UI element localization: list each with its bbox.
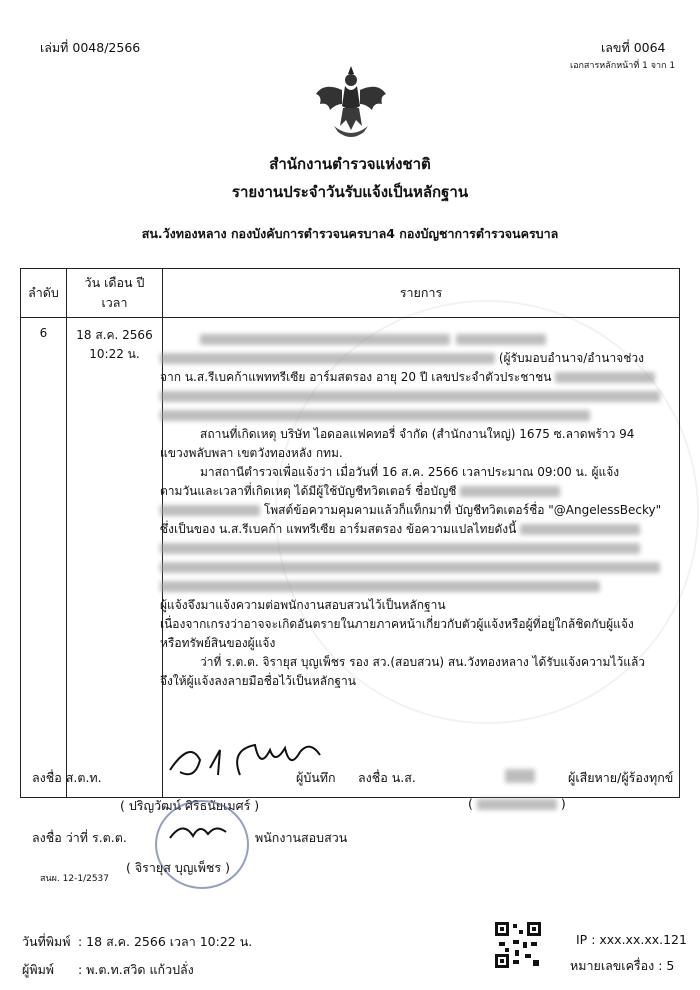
body-line-13: [160, 558, 675, 577]
victim-label: ผู้เสียหาย/ผู้ร้องทุกข์: [568, 770, 674, 785]
body-line-2: [160, 349, 675, 368]
body-line-4: [160, 387, 675, 406]
column-header-date: [67, 269, 163, 318]
redacted-text: [160, 505, 260, 516]
redacted-text: [160, 410, 590, 421]
qr-code: [495, 922, 541, 968]
book-number: เล่มที่ 0048/2566: [40, 40, 141, 55]
garuda-emblem: [310, 60, 392, 142]
body-line-1: [160, 330, 675, 349]
body-line-3-text: จาก น.ส.รีเบคก้าแพททรีเซีย อาร์มสตรอง อายุ 20 ปี เลขประจำตัวประชาชน: [160, 370, 552, 384]
recorder-label: ผู้บันทึก: [296, 770, 336, 785]
redacted-text: [160, 581, 600, 592]
redacted-text: [200, 334, 450, 345]
print-date-label: วันที่พิมพ์: [22, 934, 71, 949]
investigator-label: พนักงานสอบสวน: [255, 830, 348, 845]
body-line-14: [160, 577, 675, 596]
body-line-10-text: โพสต์ข้อความคุมคามแล้วก็แท็กมาที่ บัญชีทวิตเตอร์ชื่อ "@AngelessBecky": [263, 503, 662, 517]
entry-time: 10:22 น.: [89, 347, 140, 361]
duty-officer-name: ( ปริญวัฒน์ ศิริธนัยเมศร์ ): [120, 798, 260, 813]
machine-number: หมายเลขเครื่อง : 5: [570, 958, 675, 973]
signature-investigator: [168, 818, 228, 848]
column-header-items: รายการ: [163, 269, 680, 318]
form-code: สนผ. 12-1/2537: [40, 874, 110, 884]
redacted-text: [160, 562, 660, 573]
printer-label: ผู้พิมพ์: [22, 962, 55, 977]
report-title: รายงานประจำวันรับแจ้งเป็นหลักฐาน: [231, 183, 469, 201]
body-line-17: หรือทรัพย์สินของผู้แจ้ง: [160, 636, 276, 650]
col-date-line1: วัน เดือน ปี: [84, 275, 145, 290]
body-line-3: [160, 368, 675, 387]
body-line-12: [160, 539, 675, 558]
entry-number-cell: [21, 318, 67, 798]
body-line-8: มาสถานีตำรวจเพื่อแจ้งว่า เมื่อวันที่ 16 ส.ค. 2566 เวลาประมาณ 09:00 น. ผู้แจ้ง: [200, 465, 620, 479]
victim-signature: [505, 765, 535, 784]
body-line-11: [160, 520, 675, 539]
body-line-11-text: ซึ่งเป็นของ น.ส.รีเบคก้า แพทรีเซีย อาร์มสตรอง ข้อความแปลไทยดังนี้: [160, 522, 517, 536]
entry-date: 18 ส.ค. 2566: [76, 328, 153, 342]
sign-investigator-label: ลงชื่อ ว่าที่ ร.ต.ต.: [32, 830, 127, 845]
body-line-9: [160, 482, 675, 501]
body-line-16: เนื่องจากเกรงว่าอาจจะเกิดอันตรายในภายภาคหน้าเกี่ยวกับตัวผู้แจ้งหรือผู้ที่อยู่ใกล้ชิดกับผู้แจ้ง: [160, 617, 634, 631]
redacted-text: [520, 524, 640, 535]
body-line-19: จึงให้ผู้แจ้งลงลายมือชื่อไว้เป็นหลักฐาน: [160, 674, 356, 688]
body-line-2-text: (ผู้รับมอบอำนาจ/อำนาจช่วง: [498, 351, 644, 365]
entry-number: 6: [39, 326, 48, 340]
redacted-text: [555, 372, 655, 383]
print-date-value: : 18 ส.ค. 2566 เวลา 10:22 น.: [78, 934, 253, 949]
investigator-name: ( จิรายุส บุญเพ็ชร ): [126, 860, 230, 875]
ip-address: IP : xxx.xx.xx.121: [576, 932, 687, 947]
body-line-5: [160, 406, 675, 425]
sign-duty-label: ลงชื่อ ส.ต.ท.: [32, 770, 102, 785]
sign-ms-label: ลงชื่อ น.ส.: [358, 770, 416, 785]
body-line-9-text: ตามวันและเวลาที่เกิดเหตุ ได้มีผู้ใช้บัญชีทวิตเตอร์ ชื่อบัญชี: [160, 484, 457, 498]
redacted-text: [460, 486, 560, 497]
document-number: เลขที่ 0064: [601, 40, 666, 55]
agency-title: สำนักงานตำรวจแห่งชาติ: [269, 155, 431, 173]
redacted-text: [456, 334, 546, 345]
column-header-no: ลำดับ: [21, 269, 67, 318]
station-title: สน.วังทองหลาง กองบังคับการตำรวจนครบาล4 กองบัญชาการตำรวจนครบาล: [141, 226, 559, 241]
body-line-10: [160, 501, 675, 520]
body-line-18: ว่าที่ ร.ต.ต. จิรายุส บุญเพ็ชร รอง สว.(สอบสวน) สน.วังทองหลาง ได้รับแจ้งความไว้แล้ว: [200, 655, 646, 669]
col-date-line2: เวลา: [101, 295, 128, 310]
entry-body: [160, 330, 675, 691]
printer-value: : พ.ต.ท.สวิด แก้วปลั่ง: [78, 962, 194, 977]
redacted-text: [160, 543, 640, 554]
body-line-7: แขวงพลับพลา เขตวังทองหลัง กทม.: [160, 446, 343, 460]
redacted-text: [160, 353, 495, 364]
victim-name: ( ): [468, 796, 566, 811]
body-line-6: สถานที่เกิดเหตุ บริษัท ไอดอลแฟคทอรี่ จำกัด (สำนักงานใหญ่) 1675 ซ.ลาดพร้าว 94: [200, 427, 635, 441]
redacted-text: [160, 391, 660, 402]
redacted-text: [505, 769, 535, 783]
redacted-text: [477, 799, 557, 810]
page-info: เอกสารหลักหน้าที่ 1 จาก 1: [570, 61, 676, 71]
body-line-15: ผู้แจ้งจึงมาแจ้งความต่อพนักงานสอบสวนไว้เป็นหลักฐาน: [160, 598, 446, 612]
entry-date-cell: [67, 318, 163, 798]
